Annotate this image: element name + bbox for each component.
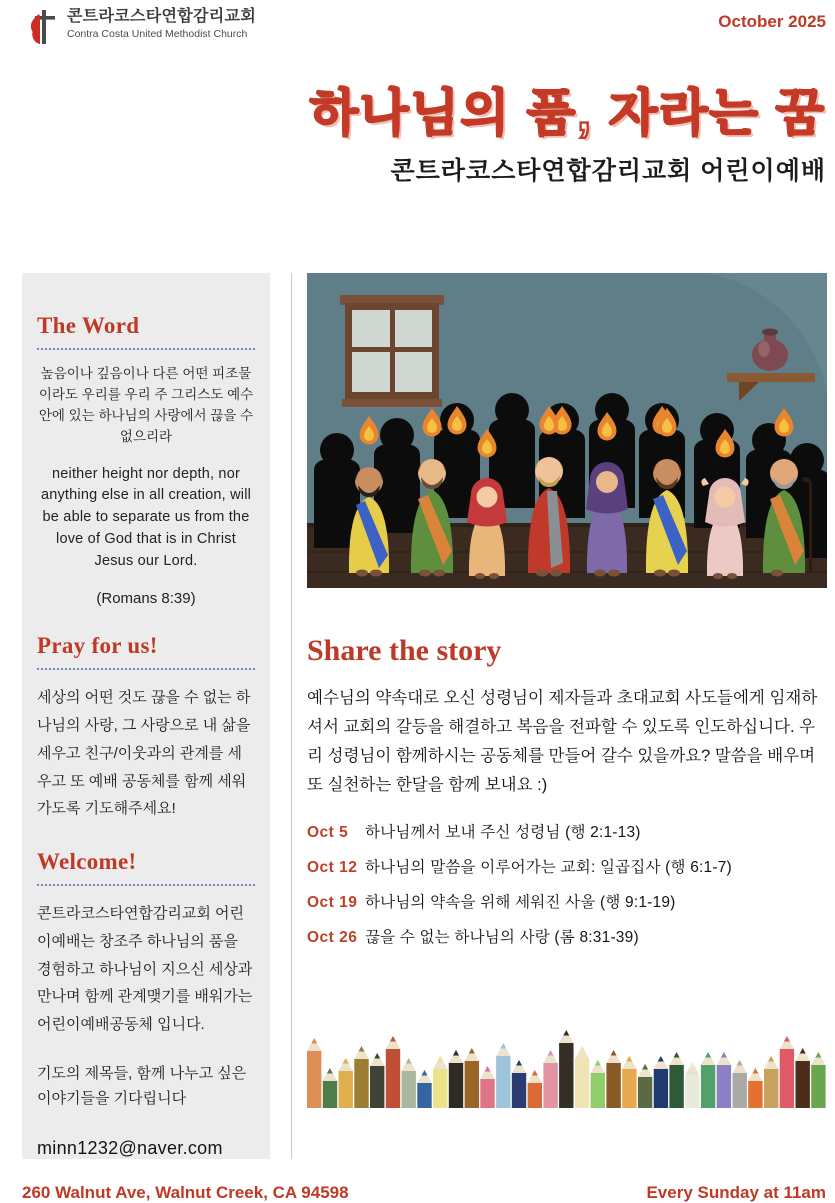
church-name-korean: 콘트라코스타연합감리교회 [67, 8, 257, 25]
schedule-date: Oct 26 [307, 928, 358, 946]
main-column [307, 273, 827, 1110]
footer-address: 260 Walnut Ave, Walnut Creek, CA 94598 [22, 1182, 349, 1202]
sidebar [22, 273, 270, 1159]
schedule-row [307, 890, 827, 912]
column-divider [291, 273, 292, 1159]
header [0, 0, 835, 46]
welcome-heading: Welcome! [37, 849, 137, 875]
schedule-title: 하나님께서 보내 주신 성령님 (행 2:1-13) [365, 823, 641, 841]
share-the-story-heading: Share the story [307, 634, 502, 667]
masthead [0, 50, 835, 187]
contact-email: minn1232@naver.com [37, 1137, 223, 1158]
october-schedule-list [307, 820, 827, 960]
share-the-story-body: 예수님의 약속대로 오신 성령님이 제자들과 초대교회 사도들에게 임재하셔서 교회의 갈등을 해결하고 복음을 전파할 수 있도록 인도하십니다. 우리 성령님이 함께하시는 공동체를 만들어 갈수 있을까요? 말씀을 배우며 또 실천하는 한달을 함께 보내요 :) [307, 689, 818, 794]
dotted-divider [37, 884, 255, 886]
content-columns [0, 273, 835, 1159]
verse-english: neither height nor depth, nor anything else in all creation, will be able to separate us from the love of God that is in Christ Jesus our Lord. [40, 465, 252, 569]
verse-korean: 높음이나 깊음이나 다른 어떤 피조물이라도 우리를 우리 주 그리스도 예수 안에 있는 하나님의 사랑에서 끊을 수 없으리라 [38, 366, 254, 444]
welcome-section [37, 849, 255, 1159]
pray-for-us-section [37, 633, 255, 823]
schedule-row [307, 925, 827, 947]
pray-for-us-body: 세상의 어떤 것도 끊을 수 없는 하나님의 사랑, 그 사랑으로 내 삶을 세우고 친구/이웃과의 관계를 세우고 또 예배 공동체를 함께 세워가도록 기도해주세요! [37, 689, 251, 818]
newsletter-title: 하나님의 품, 자라는 꿈 [309, 85, 826, 141]
welcome-body: 콘트라코스타연합감리교회 어린이예배는 창조주 하나님의 품을 경험하고 하나님이 지으신 세상과 만나며 함께 관계맺기를 배워가는 어린이예배공동체 입니다. [37, 905, 253, 1034]
schedule-date: Oct 12 [307, 858, 358, 876]
footer-schedule-note: Every Sunday at 11am [646, 1182, 826, 1202]
issue-date: October 2025 [718, 12, 826, 31]
schedule-title: 하나님의 약속을 위해 세워진 사울 (행 9:1-19) [365, 893, 676, 911]
verse-reference: (Romans 8:39) [96, 590, 196, 608]
welcome-invite: 기도의 제목들, 함께 나누고 싶은 이야기들을 기다립니다 [37, 1064, 247, 1108]
church-name-english: Contra Costa United Methodist Church [67, 28, 248, 41]
footer [0, 1183, 835, 1203]
schedule-date: Oct 19 [307, 893, 358, 911]
schedule-row [307, 855, 827, 877]
pentecost-disciples-with-flames-illustration [307, 273, 827, 588]
pray-for-us-heading: Pray for us! [37, 633, 158, 659]
window [340, 295, 444, 407]
the-word-section [37, 313, 255, 607]
dotted-divider [37, 348, 255, 350]
newsletter-subtitle: 콘트라코스타연합감리교회 어린이예배 [390, 157, 826, 185]
dotted-divider [37, 668, 255, 670]
colored-pencils-border [307, 1022, 827, 1110]
schedule-title: 끊을 수 없는 하나님의 사랑 (롬 8:31-39) [365, 928, 639, 946]
the-word-heading: The Word [37, 313, 140, 338]
schedule-title: 하나님의 말씀을 이루어가는 교회: 일곱집사 (행 6:1-7) [365, 858, 732, 876]
church-name-block [67, 8, 256, 40]
schedule-row [307, 820, 827, 842]
united-methodist-cross-and-flame-icon [22, 8, 58, 46]
schedule-date: Oct 5 [307, 823, 349, 841]
